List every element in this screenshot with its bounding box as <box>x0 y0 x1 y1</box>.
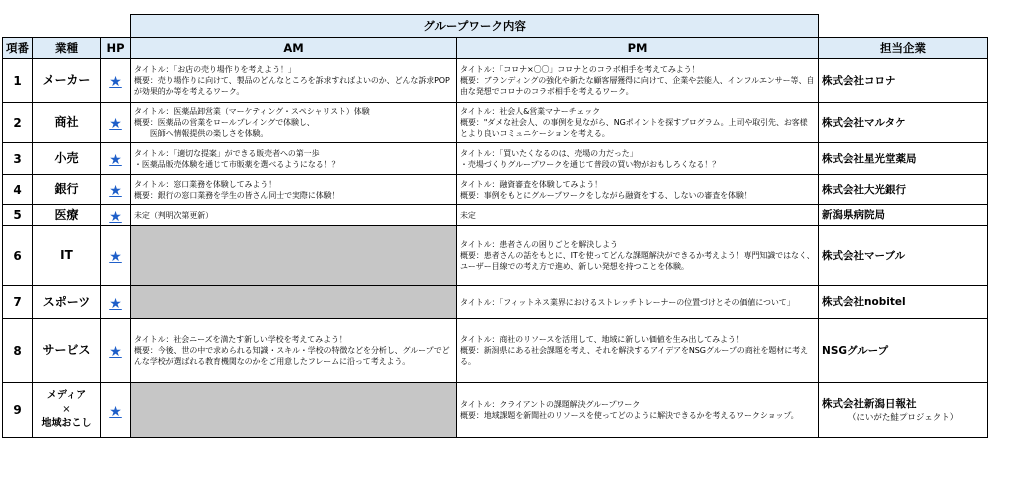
row-number: 4 <box>3 175 33 205</box>
hp-star-link[interactable]: ★ <box>109 249 122 265</box>
am-content: 未定（判明次第更新） <box>131 205 457 226</box>
pm-content: タイトル：商社のリソースを活用して、地域に新しい価値を生み出してみよう！ 概要：新潟県にある社会課題を考え、それを解決するアイデアをNSGグループの商社を題材に考える。 <box>457 319 819 383</box>
hp-star-link[interactable]: ★ <box>109 295 122 312</box>
company-project: （にいがた鮭プロジェクト） <box>847 413 959 423</box>
industry-line: × <box>62 404 71 415</box>
am-content: タイトル：医薬品卸営業（マーケティング・スペシャリスト）体験 概要：医薬品の営業をロールプレイングで体験し、 医師へ情報提供の楽しさを体験。 <box>131 103 457 143</box>
am-content: タイトル：窓口業務を体験してみよう！ 概要：銀行の窓口業務を学生の皆さん同士で実際に体験！ <box>131 175 457 205</box>
industry-cell: 商社 <box>33 103 101 143</box>
industry-cell: 小売 <box>33 143 101 175</box>
row-number: 8 <box>3 319 33 383</box>
am-content: タイトル：社会ニーズを満たす新しい学校を考えてみよう！ 概要：今後、世の中で求められる知識・スキル・学校の特徴などを分析し、グループでどんな学校が選ばれる教育機関なのかをご用意したフレームに沿って考えよう。 <box>131 319 457 383</box>
col-header-hp: HP <box>101 38 131 59</box>
pm-content: タイトル：融資審査を体験してみよう！ 概要：事例をもとにグループワークをしながら融資をする、しないの審査を体験！ <box>457 175 819 205</box>
company-cell: 株式会社マーブル <box>819 226 988 286</box>
column-header-row <box>3 38 988 59</box>
col-header-industry: 業種 <box>33 38 101 59</box>
am-content-empty <box>131 286 457 319</box>
table-row <box>3 205 988 226</box>
hp-star-link[interactable]: ★ <box>109 74 122 90</box>
company-cell: 新潟県病院局 <box>819 205 988 226</box>
industry-cell: メーカー <box>33 59 101 103</box>
col-header-am: AM <box>131 38 457 59</box>
hp-star-link[interactable]: ★ <box>109 344 122 360</box>
pm-content: タイトル：クライアントの課題解決グループワーク 概要：地域課題を新聞社のリソースを使ってどのように解決できるかを考えるワークショップ。 <box>457 383 819 438</box>
table-row <box>3 143 988 175</box>
pm-content: タイトル：患者さんの困りごとを解決しよう 概要：患者さんの話をもとに、ITを使ってどんな課題解決ができるか考えよう！専門知識ではなく、ユーザー目線での考え方で進め、新しい発想を持つことを体験。 <box>457 226 819 286</box>
am-content: タイトル：「適切な提案」ができる販売者への第一歩 ・医薬品販売体験を通じて市販薬を選べるようになる！？ <box>131 143 457 175</box>
company-cell: 株式会社大光銀行 <box>819 175 988 205</box>
industry-cell: 医療 <box>33 205 101 226</box>
am-content-empty <box>131 226 457 286</box>
company-cell: 株式会社コロナ <box>819 59 988 103</box>
row-number: 6 <box>3 226 33 286</box>
row-number: 1 <box>3 59 33 103</box>
row-number: 9 <box>3 383 33 438</box>
am-content: タイトル：「お店の売り場作りを考えよう！」 概要：売り場作りに向けて、製品のどんなところを訴求すればよいのか、どんな訴求POPが効果的か等を考えるワーク。 <box>131 59 457 103</box>
hp-star-link[interactable]: ★ <box>109 208 122 225</box>
table-row <box>3 319 988 383</box>
col-header-pm: PM <box>457 38 819 59</box>
company-cell: 株式会社nobitel <box>819 286 988 319</box>
table-row <box>3 286 988 319</box>
col-header-company: 担当企業 <box>819 38 988 59</box>
col-header-no: 項番 <box>3 38 33 59</box>
industry-line: 地域おこし <box>41 418 92 429</box>
pm-content: タイトル：「コロナ×〇〇」コロナとのコラボ相手を考えてみよう！ 概要：ブランディングの強化や新たな顧客層獲得に向けて、企業や芸能人、インフルエンサー等、自由な発想でコロナのコラボ相手を考えるワーク。 <box>457 59 819 103</box>
table-row <box>3 383 988 438</box>
table-row <box>3 103 988 143</box>
group-header: グループワーク内容 <box>131 15 819 38</box>
row-number: 3 <box>3 143 33 175</box>
company-cell <box>819 383 988 438</box>
pm-content: タイトル：「フィットネス業界におけるストレッチトレーナーの位置づけとその価値について」 <box>457 286 819 319</box>
industry-cell: サービス <box>33 319 101 383</box>
table-row <box>3 175 988 205</box>
am-content-empty <box>131 383 457 438</box>
hp-star-link[interactable]: ★ <box>109 403 122 420</box>
industry-cell: スポーツ <box>33 286 101 319</box>
pm-content: タイトル：「買いたくなるのは、売場の力だった」 ・売場づくりグループワークを通じて普段の買い物がおもしろくなる！？ <box>457 143 819 175</box>
blank-corner <box>3 15 131 38</box>
industry-cell: 銀行 <box>33 175 101 205</box>
industry-cell: IT <box>33 226 101 286</box>
industry-cell <box>33 383 101 438</box>
industry-line: メディア <box>46 390 87 401</box>
table-row <box>3 59 988 103</box>
hp-star-link[interactable]: ★ <box>109 152 122 168</box>
company-cell: NSGグループ <box>819 319 988 383</box>
row-number: 2 <box>3 103 33 143</box>
blank-corner-right <box>819 15 988 38</box>
row-number: 7 <box>3 286 33 319</box>
hp-star-link[interactable]: ★ <box>109 183 122 199</box>
company-cell: 株式会社星光堂薬局 <box>819 143 988 175</box>
hp-star-link[interactable]: ★ <box>109 116 122 132</box>
row-number: 5 <box>3 205 33 226</box>
workshop-table <box>2 14 988 438</box>
pm-content: タイトル：社会人&営業マナーチェック 概要："ダメな社会人、の事例を見ながら、NGポイントを探すプログラム。上司や取引先、お客様とより良いコミュニケーションを考える。 <box>457 103 819 143</box>
company-cell: 株式会社マルタケ <box>819 103 988 143</box>
table-row <box>3 226 988 286</box>
company-name: 株式会社新潟日報社 <box>822 398 917 410</box>
pm-content: 未定 <box>457 205 819 226</box>
